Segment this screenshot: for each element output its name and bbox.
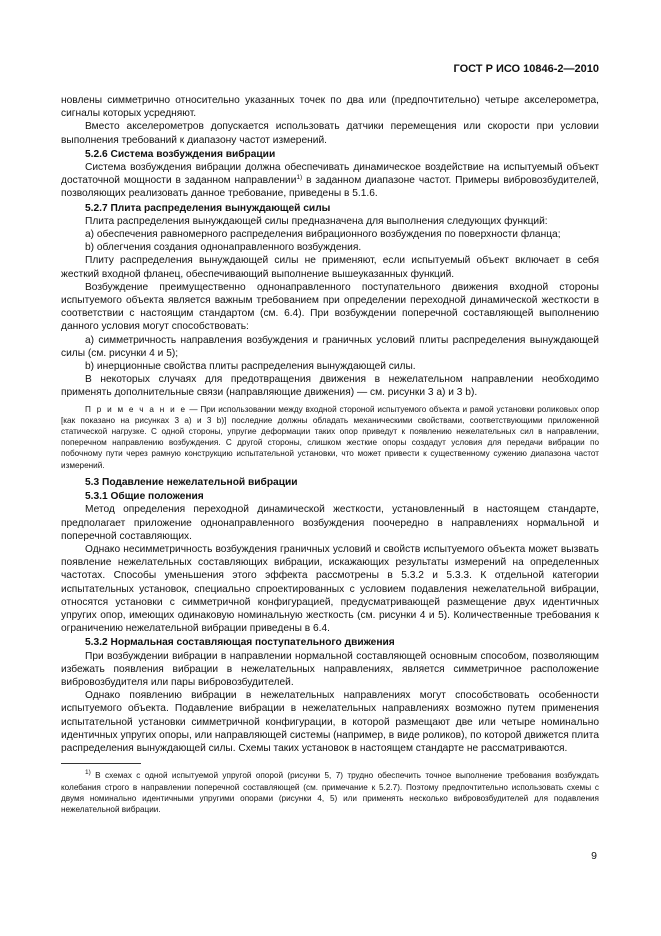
- section-heading: [61, 476, 599, 489]
- footnote-mark: 1): [85, 769, 91, 777]
- paragraph: [61, 120, 599, 146]
- paragraph: [61, 689, 599, 755]
- document-id-header: ГОСТ Р ИСО 10846-2—2010: [453, 63, 599, 75]
- paragraph-text: Вместо акселерометров допускается использовать датчики перемещения или скорости при условии выполнения требований к диапазону частот измерений.: [61, 121, 599, 146]
- note-paragraph: [61, 404, 599, 471]
- paragraph: [61, 254, 599, 280]
- section-heading: [61, 202, 599, 215]
- paragraph-text: 5.3.2 Нормальная составляющая поступательного движения: [85, 637, 395, 649]
- footnote-ref: 1): [296, 174, 303, 182]
- paragraph-text: 5.3.1 Общие положения: [85, 491, 204, 503]
- note-label: П р и м е ч а н и е: [85, 404, 187, 414]
- paragraph: [61, 650, 599, 690]
- paragraph-text: В некоторых случаях для предотвращения движения в нежелательном направлении необходимо применять дополнительные связи (направляющие движения) — см. рисунки 3 a) и 3 b).: [61, 374, 599, 399]
- paragraph: [61, 228, 599, 241]
- paragraph: [61, 241, 599, 254]
- paragraph-text: 5.2.6 Система возбуждения вибрации: [85, 148, 276, 160]
- paragraph-text: Система возбуждения вибрации должна обеспечивать динамическое воздействие на испытуемый объект достаточной мощности в заданном направлении: [61, 162, 599, 187]
- paragraph-text: 5.3 Подавление нежелательной вибрации: [85, 476, 298, 488]
- paragraph-text: Плиту распределения вынуждающей силы не применяют, если испытуемый объект включает в себя жесткий входной фланец, обеспечивающий выполнение вышеуказанных функций.: [61, 255, 599, 280]
- paragraph-text: a) обеспечения равномерного распределения вибрационного возбуждения по поверхности фланца;: [85, 229, 561, 241]
- paragraph-text: новлены симметрично относительно указанных точек по два или (предпочтительно) четыре акселерометра, сигналы которых усредняют.: [61, 95, 599, 120]
- paragraph-text-cont: в заданном диапазоне частот. Примеры вибровозбудителей, позволяющих реализовать данное требование, приведены в 5.1.6.: [61, 175, 599, 200]
- section-heading: [61, 490, 599, 503]
- paragraph: [61, 373, 599, 399]
- paragraph: [61, 281, 599, 334]
- document-body: [61, 94, 599, 816]
- paragraph: [61, 215, 599, 228]
- footnote: [61, 770, 599, 816]
- paragraph-text: При возбуждении вибрации в направлении нормальной составляющей основным способом, позволяющим избежать появления вибрации в нежелательных направлениях, является симметричное расположение вибровозбудителя или пары вибровозбудителей.: [61, 650, 599, 688]
- note-text: — При использовании между входной стороной испытуемого объекта и рамой установки роликовых опор [как показано на рисунках 3 a) и 3 b)] последние должны обладать механическими свойствами, соответствующими приложенной статической нагрузке. С одной стороны, упругие деформации таких опор приведут к появлению нежелательных сил в направлении, поперечном направлению возбуждения. С другой стороны, слишком жесткие опоры создадут условия для передачи вибрации по побочному пути через рамную конструкцию испытательной установки, что может привести к существенному сужению диапазона частот измерений.: [61, 404, 599, 470]
- paragraph-text: b) облегчения создания однонаправленного возбуждения.: [85, 242, 362, 254]
- paragraph: [61, 503, 599, 543]
- paragraph: [61, 360, 599, 373]
- paragraph: [61, 334, 599, 360]
- paragraph: [61, 543, 599, 635]
- paragraph-group-1: [61, 94, 599, 400]
- paragraph-text: 5.2.7 Плита распределения вынуждающей силы: [85, 202, 331, 214]
- section-heading: [61, 148, 599, 161]
- footnote-text: В схемах с одной испытуемой упругой опорой (рисунки 5, 7) трудно обеспечить точное выполнение требования возбуждать колебания строго в направлении поперечной составляющей (см. примечание к 5.2.7). Поэтому предпочтительно использовать схемы с двумя номинально идентичными упругими опорами (рисунки 4, 5) или применять несколько вибровозбудителей для подавления нежелательной вибрации.: [61, 771, 599, 815]
- paragraph: [61, 161, 599, 201]
- paragraph-text: Возбуждение преимущественно однонаправленного поступательного движения входной стороны испытуемого объекта является важным требованием при определении переходной динамической жесткости в соответствии с настоящим стандартом (см. 6.4). При возбуждении поперечной составляющей выполнению данного условия могут способствовать:: [61, 281, 599, 333]
- paragraph-text: Однако несимметричность возбуждения граничных условий и свойств испытуемого объекта может вызвать появление нежелательных составляющих вибрации, искажающих результаты измерений на определенных частотах. Способы уменьшения этого эффекта рассмотрены в 5.3.2 и 5.3.3. К отдельной категории испытательных установок, специально спроектированных с условием подавления нежелательной вибрации, относятся установки с симметричной конфигурацией, предусматривающей размещение двух идентичных упругих опор, имеющих одинаковую номинальную жесткость (см. рисунки 4 и 5). Количественные требования к ограничению нежелательной вибрации приведены в 6.4.: [61, 543, 599, 635]
- footnote-divider: [61, 763, 141, 764]
- paragraph-text: a) симметричность направления возбуждения и граничных условий плиты распределения вынуждающей силы (см. рисунки 4 и 5);: [61, 334, 599, 359]
- section-heading: [61, 636, 599, 649]
- paragraph: [61, 94, 599, 120]
- paragraph-group-2: [61, 476, 599, 755]
- paragraph-text: Однако появлению вибрации в нежелательных направлениях могут способствовать особенности испытуемого объекта. Подавление вибрации в нежелательных направлениях возможно путем применения испытательной установки симметричной конфигурации, в которой размещают две или четыре номинально идентичных упругих опоры, или направляющей системы (например, в виде роликов), по которой движется плита распределения вынуждающей силы. Схемы таких установок в настоящем стандарте не рассматриваются.: [61, 690, 599, 754]
- page-number: 9: [591, 850, 597, 862]
- paragraph-text: Метод определения переходной динамической жесткости, установленный в настоящем стандарте, предполагает приложение однонаправленного возбуждения поочередно в направлениях нормальной и поперечной составляющих.: [61, 504, 599, 542]
- paragraph-text: Плита распределения вынуждающей силы предназначена для выполнения следующих функций:: [85, 215, 548, 227]
- paragraph-text: b) инерционные свойства плиты распределения вынуждающей силы.: [85, 361, 416, 373]
